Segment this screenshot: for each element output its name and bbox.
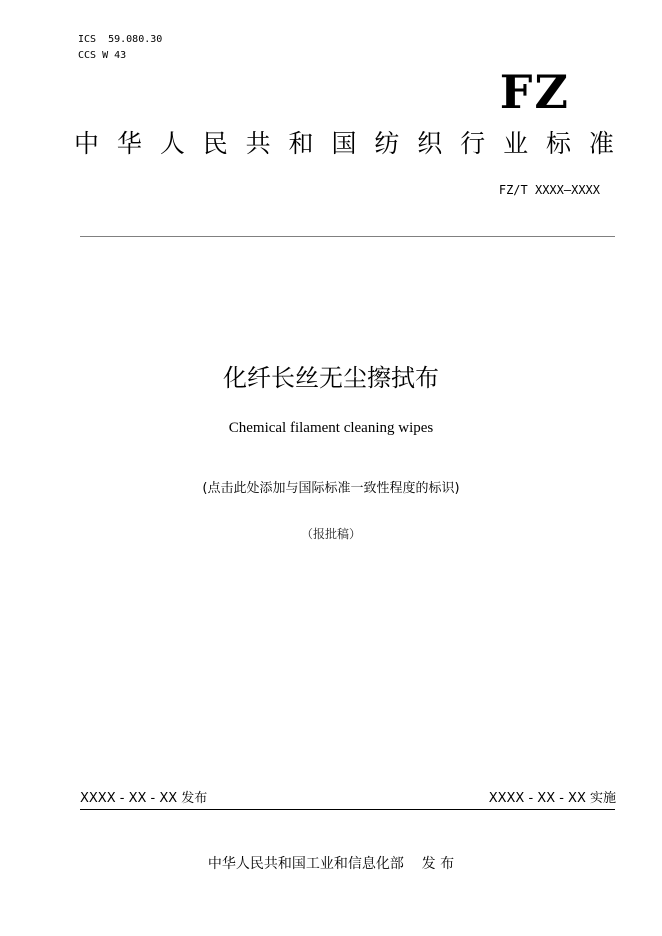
draft-status: （报批稿） (300, 527, 361, 541)
standard-title-char: 行 (460, 129, 486, 158)
standard-title-char: 业 (503, 129, 529, 158)
standard-category-title (74, 128, 614, 160)
issue-date: XXXX - XX - XX 发布 (80, 791, 208, 806)
standard-title-char: 共 (245, 129, 271, 158)
standard-title-char: 国 (331, 129, 357, 158)
footer-divider (80, 809, 615, 810)
standard-number: FZ/T XXXX—XXXX (498, 183, 600, 197)
header-divider (80, 236, 615, 237)
standard-title-char: 人 (159, 129, 185, 158)
ics-code: ICS 59.080.30 (78, 34, 163, 45)
implementation-date: XXXX - XX - XX 实施 (488, 791, 616, 806)
standard-title-char: 中 (74, 129, 100, 158)
standard-title-char: 纺 (374, 129, 400, 158)
document-title-english: Chemical filament cleaning wipes (228, 420, 434, 436)
standard-title-char: 准 (588, 129, 614, 158)
document-title-chinese: 化纤长丝无尘擦拭布 (223, 364, 439, 392)
standard-title-char: 标 (545, 129, 571, 158)
standard-title-char: 华 (116, 129, 142, 158)
consistency-note-placeholder[interactable]: (点击此处添加与国际标准一致性程度的标识) (202, 481, 460, 496)
ccs-code: CCS W 43 (78, 50, 127, 61)
fz-logo: FZ (499, 65, 570, 119)
standard-title-char: 和 (288, 129, 314, 158)
standard-title-char: 织 (417, 129, 443, 158)
publisher-line: 中华人民共和国工业和信息化部 发 布 (207, 856, 455, 872)
standard-title-char: 民 (202, 129, 228, 158)
